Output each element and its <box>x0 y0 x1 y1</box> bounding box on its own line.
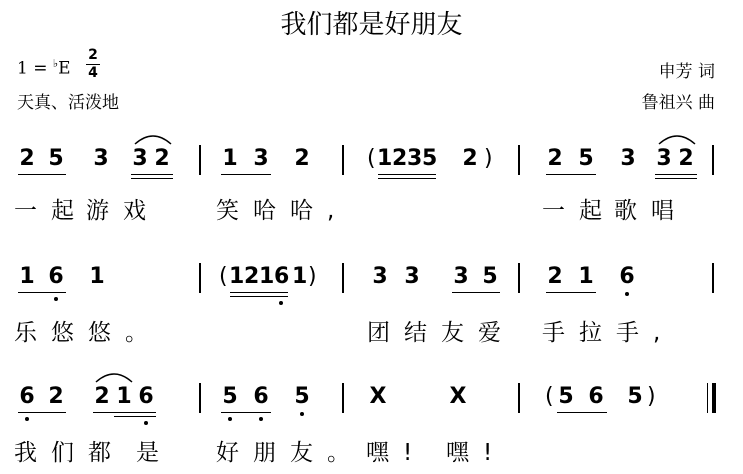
note: 2 <box>19 146 35 171</box>
underline <box>18 174 66 175</box>
note: 5 <box>48 146 64 171</box>
note: 2 <box>547 264 563 289</box>
lyric: 我们都 <box>14 440 125 466</box>
note: 2 <box>462 146 478 171</box>
note: 5 <box>294 384 310 409</box>
note: 6 <box>138 384 154 409</box>
paren-open: ( <box>545 384 554 409</box>
underline <box>221 174 271 175</box>
note: 3 <box>407 146 423 171</box>
note: 6 <box>19 384 35 409</box>
low-octave-dot <box>300 412 304 416</box>
underline <box>131 178 173 179</box>
lyric: 一起 <box>14 198 88 224</box>
note: 5 <box>222 384 238 409</box>
lyric: 手拉手, <box>542 320 675 346</box>
lyricist: 申芳 词 <box>658 62 715 82</box>
note: 2 <box>94 384 110 409</box>
underline <box>557 412 607 413</box>
underline <box>93 412 156 413</box>
barline <box>518 145 520 175</box>
low-octave-dot <box>625 292 629 296</box>
barline <box>342 383 344 413</box>
underline <box>546 292 596 293</box>
note: 3 <box>93 146 109 171</box>
barline <box>712 263 714 293</box>
slur <box>657 132 697 146</box>
paren-open: ( <box>219 264 228 289</box>
note: 3 <box>620 146 636 171</box>
paren-close: ) <box>647 384 656 409</box>
note: 2 <box>678 146 694 171</box>
note: X <box>369 384 387 409</box>
note: 1 <box>229 264 245 289</box>
low-octave-dot <box>228 417 232 421</box>
lyric: 是 <box>136 440 173 466</box>
final-barline-thin <box>707 383 708 413</box>
note: 3 <box>404 264 420 289</box>
note: 1 <box>259 264 275 289</box>
slur <box>94 370 134 384</box>
underline <box>378 174 436 175</box>
lyric: 好朋友。 <box>216 440 364 466</box>
note: 6 <box>48 264 64 289</box>
barline <box>199 145 201 175</box>
final-barline-thick <box>712 383 716 413</box>
note: 2 <box>244 264 260 289</box>
lyric: 歌唱 <box>614 198 688 224</box>
underline <box>546 174 596 175</box>
underline <box>655 174 697 175</box>
song-title: 我们都是好朋友 <box>280 10 463 40</box>
key-signature: 1 = ♭E <box>17 57 71 79</box>
note: 2 <box>154 146 170 171</box>
note: 3 <box>372 264 388 289</box>
barline <box>199 383 201 413</box>
underline <box>452 292 500 293</box>
low-octave-dot <box>54 297 58 301</box>
low-octave-dot <box>279 301 283 305</box>
lyric: 乐悠悠。 <box>14 320 162 346</box>
composer: 鲁祖兴 曲 <box>641 93 715 113</box>
note: 6 <box>253 384 269 409</box>
underline <box>18 412 66 413</box>
expression-mark: 天真、活泼地 <box>17 93 119 113</box>
note: 1 <box>222 146 238 171</box>
underline <box>221 412 271 413</box>
note: 1 <box>578 264 594 289</box>
low-octave-dot <box>25 417 29 421</box>
note: 3 <box>132 146 148 171</box>
low-octave-dot <box>259 417 263 421</box>
barline <box>342 263 344 293</box>
underline <box>230 292 288 293</box>
note: 2 <box>294 146 310 171</box>
note: 5 <box>627 384 643 409</box>
low-octave-dot <box>144 421 148 425</box>
slur <box>133 132 173 146</box>
note: 1 <box>377 146 393 171</box>
note: 6 <box>274 264 290 289</box>
note: 6 <box>588 384 604 409</box>
note: 3 <box>253 146 269 171</box>
lyric: 一起 <box>542 198 616 224</box>
note: 1 <box>89 264 105 289</box>
lyric: 游戏 <box>86 198 160 224</box>
note: 5 <box>422 146 438 171</box>
barline <box>199 263 201 293</box>
barline <box>518 383 520 413</box>
note: 2 <box>547 146 563 171</box>
note: X <box>449 384 467 409</box>
note: 1 <box>116 384 132 409</box>
underline <box>230 296 288 297</box>
underline <box>655 178 697 179</box>
note: 6 <box>619 264 635 289</box>
paren-close: ) <box>484 146 493 171</box>
underline <box>114 416 156 417</box>
note: 3 <box>453 264 469 289</box>
note: 5 <box>482 264 498 289</box>
paren-open: ( <box>367 146 376 171</box>
note: 1 <box>19 264 35 289</box>
barline <box>342 145 344 175</box>
lyric: 嘿! <box>446 440 507 466</box>
note: 2 <box>48 384 64 409</box>
lyric: 团结友爱 <box>367 320 515 346</box>
note: 3 <box>656 146 672 171</box>
underline <box>131 174 173 175</box>
underline <box>378 178 436 179</box>
note: 5 <box>578 146 594 171</box>
note: 1 <box>292 264 308 289</box>
lyric: 嘿! <box>366 440 427 466</box>
paren-close: ) <box>308 264 317 289</box>
time-signature: 2 4 <box>86 48 100 81</box>
underline <box>18 292 66 293</box>
barline <box>712 145 714 175</box>
note: 2 <box>392 146 408 171</box>
lyric: 笑哈哈, <box>216 198 349 224</box>
note: 5 <box>558 384 574 409</box>
barline <box>518 263 520 293</box>
